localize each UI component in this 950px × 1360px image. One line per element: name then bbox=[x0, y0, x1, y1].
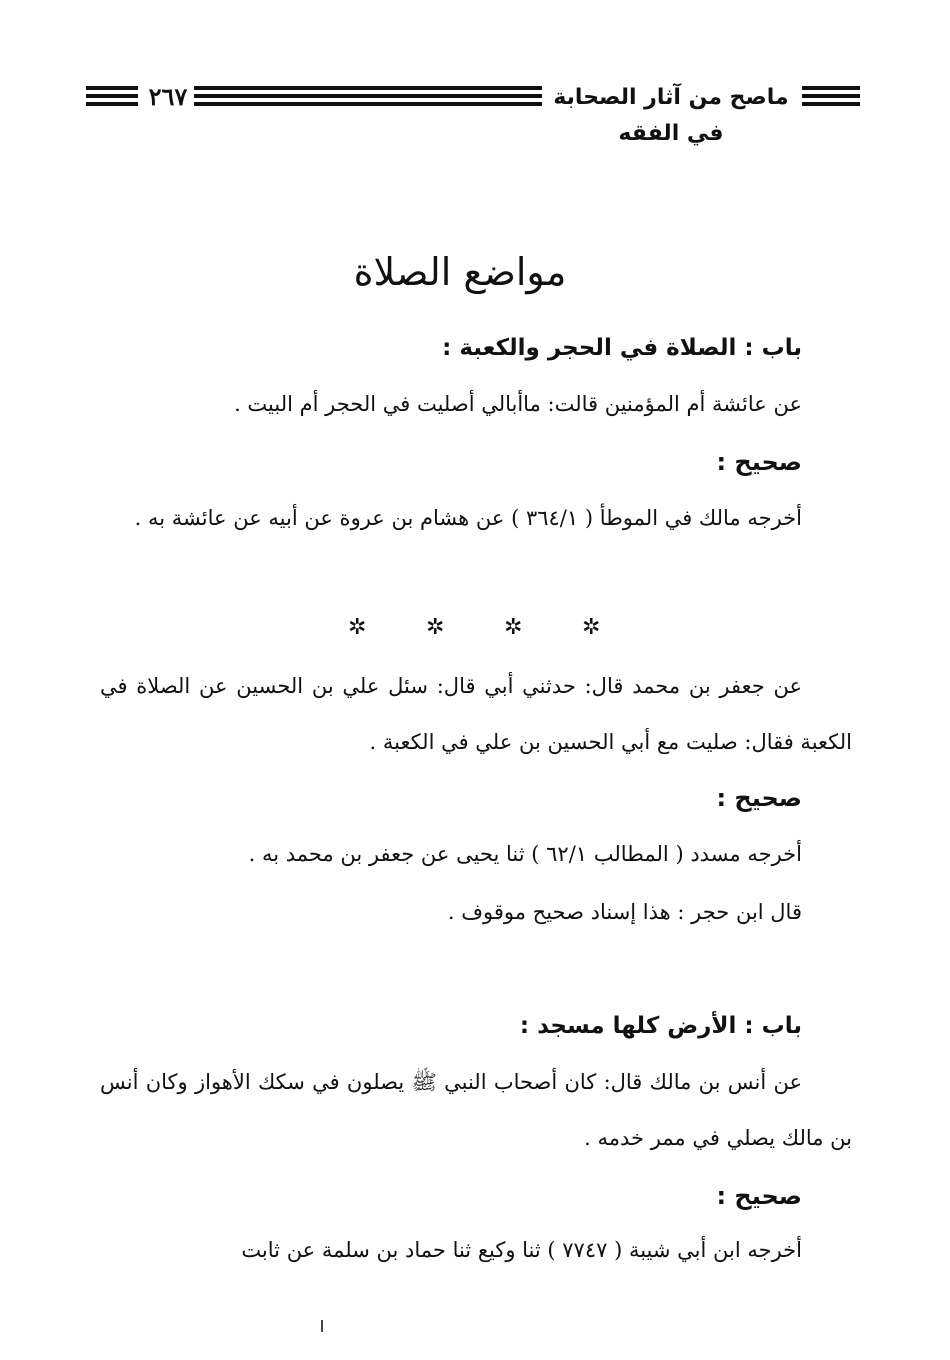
running-title: ماصح من آثار الصحابة في الفقه bbox=[553, 85, 789, 146]
source-line-musaddad: أخرجه مسدد ( المطالب ٦٢/١ ) ثنا يحيى عن جعفر بن محمد به . bbox=[248, 842, 802, 866]
header-rule-left bbox=[86, 86, 138, 112]
page-number: ٢٦٧ bbox=[148, 82, 188, 111]
flower-ornament-icon: ✲ bbox=[426, 615, 445, 640]
flower-ornament-icon: ✲ bbox=[582, 615, 601, 640]
source-line-ibn-abi-shaybah: أخرجه ابن أبي شيبة ( ٧٧٤٧ ) ثنا وكيع ثنا حماد بن سلمة عن ثابت bbox=[241, 1238, 802, 1262]
source-text-malik: أخرجه مالك في الموطأ ( ٣٦٤/١ ) عن هشام بن عروة عن أبيه عن عائشة به . bbox=[134, 506, 802, 530]
ornament-divider bbox=[330, 610, 630, 646]
narration-aisha: عن عائشة أم المؤمنين قالت: ماأبالي أصليت في الحجر أم البيت . bbox=[234, 392, 802, 416]
narration-paragraph-anas bbox=[100, 1054, 852, 1166]
running-header bbox=[86, 80, 860, 146]
narration-text-jafar: عن جعفر بن محمد قال: حدثني أبي قال: سئل علي بن الحسين عن الصلاة في الكعبة فقال: صليت مع أبي الحسين بن علي في الكعبة . bbox=[100, 674, 852, 754]
comment-ibn-hajar: قال ابن حجر : هذا إسناد صحيح موقوف . bbox=[447, 900, 802, 924]
header-rule-right bbox=[802, 86, 860, 112]
header-rule-middle bbox=[194, 86, 542, 112]
grade-label-authentic: صحيح : bbox=[716, 448, 802, 476]
flower-ornament-icon: ✲ bbox=[348, 615, 367, 640]
narration-paragraph-jafar bbox=[100, 658, 852, 770]
grade-label-authentic: صحيح : bbox=[716, 1182, 802, 1210]
source-paragraph-malik bbox=[100, 490, 852, 546]
section-heading-whole-earth-mosque: باب : الأرض كلها مسجد : bbox=[519, 1013, 802, 1039]
scan-speck bbox=[321, 1320, 323, 1332]
grade-label-authentic: صحيح : bbox=[716, 784, 802, 812]
section-heading-prayer-in-hijr-and-kaaba: باب : الصلاة في الحجر والكعبة : bbox=[442, 335, 802, 361]
flower-ornament-icon: ✲ bbox=[504, 615, 523, 640]
chapter-title: مواضع الصلاة bbox=[353, 250, 567, 294]
narration-text-anas: عن أنس بن مالك قال: كان أصحاب النبي ﷺ يصلون في سكك الأهواز وكان أنس بن مالك يصلي في ممر خدمه . bbox=[100, 1070, 852, 1150]
